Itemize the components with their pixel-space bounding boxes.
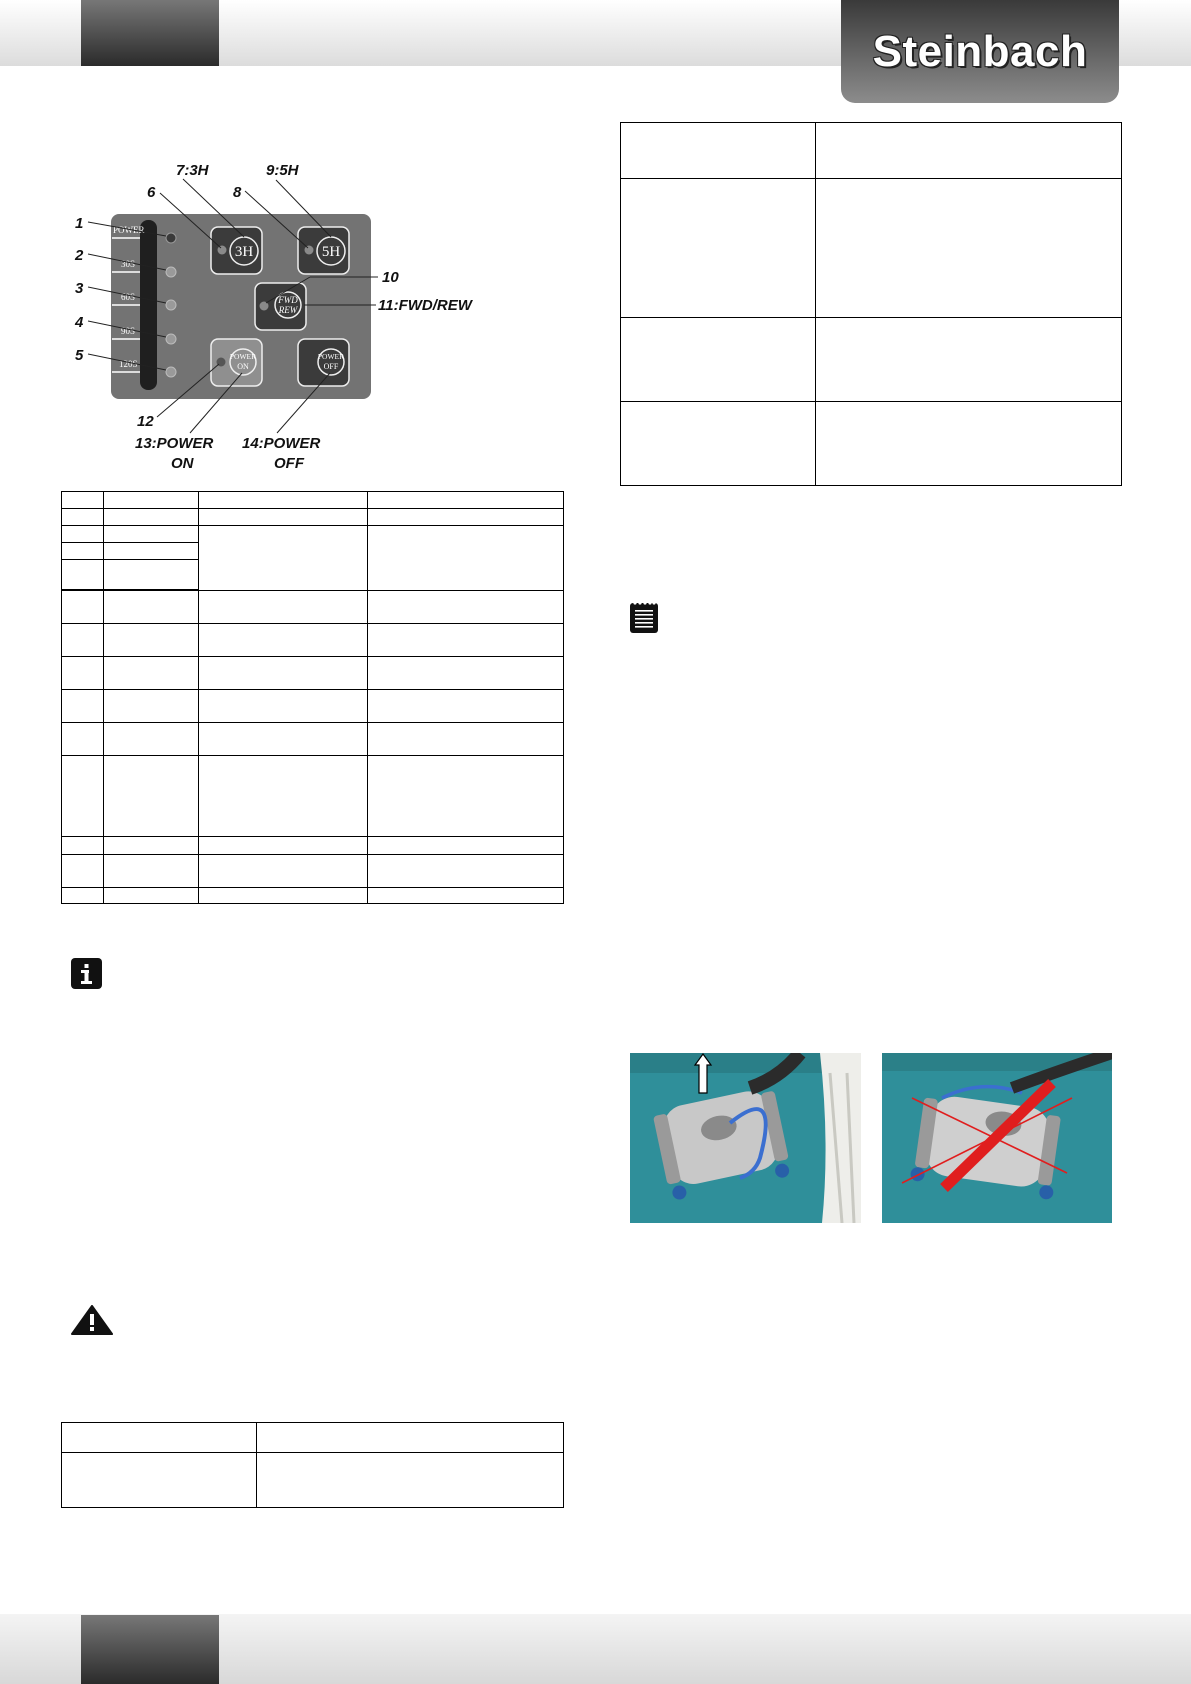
callout-7: 7:3H (176, 162, 209, 179)
led-30s (166, 267, 176, 277)
callout-4: 4 (75, 314, 84, 331)
button-power-off[interactable] (298, 339, 349, 386)
table-row (621, 318, 1122, 402)
callout-10: 10 (382, 269, 399, 286)
table-row (62, 509, 564, 526)
svg-text:30S: 30S (121, 259, 136, 269)
table-row (62, 591, 564, 624)
callout-13-line1: 13:POWER (135, 435, 214, 452)
svg-text:120S: 120S (119, 359, 138, 369)
brand-name: Steinbach (872, 26, 1088, 76)
timer-label-90s (112, 326, 140, 339)
table-row (62, 624, 564, 657)
svg-text:ON: ON (237, 362, 249, 371)
table-row (621, 402, 1122, 486)
callout-9: 9:5H (266, 162, 299, 179)
info-icon (71, 958, 102, 989)
table-row (621, 179, 1122, 318)
svg-text:3H: 3H (234, 244, 254, 260)
spec-table-bottom (61, 1422, 564, 1508)
photo-robot-lift-wrong (882, 1053, 1112, 1223)
warning-icon (71, 1305, 113, 1335)
table-row (62, 1453, 564, 1508)
timer-label-60s (112, 292, 140, 305)
table-row (621, 123, 1122, 179)
svg-text:90S: 90S (121, 326, 136, 336)
callout-3: 3 (75, 280, 84, 297)
led-power (166, 233, 176, 243)
table-row (62, 492, 564, 509)
led-3h (218, 246, 227, 255)
callout-1: 1 (75, 215, 84, 232)
table-row (62, 526, 564, 543)
photo-robot-lift-correct (630, 1053, 861, 1223)
svg-text:POWER: POWER (229, 352, 257, 361)
timer-strip (140, 220, 157, 390)
callout-8: 8 (233, 184, 242, 201)
table-row (62, 855, 564, 888)
led-120s (166, 367, 176, 377)
led-90s (166, 334, 176, 344)
callout-5: 5 (75, 347, 84, 364)
callout-14-line1: 14:POWER (242, 435, 321, 452)
callout-2: 2 (75, 247, 84, 264)
callout-12: 12 (137, 413, 154, 430)
table-row (62, 756, 564, 837)
svg-text:60S: 60S (121, 292, 136, 302)
callout-6: 6 (147, 184, 156, 201)
table-row (62, 1423, 564, 1453)
svg-text:POWER: POWER (113, 225, 145, 235)
table-row (62, 690, 564, 723)
timer-label-120s (112, 359, 140, 372)
table-row (62, 837, 564, 855)
timer-label-30s (112, 259, 140, 272)
notepad-icon (630, 600, 658, 633)
table-row (62, 723, 564, 756)
svg-text:POWER: POWER (317, 352, 345, 361)
table-row (62, 657, 564, 690)
svg-text:5H: 5H (321, 244, 341, 260)
function-table (61, 491, 564, 904)
svg-text:OFF: OFF (323, 362, 339, 371)
table-row (62, 888, 564, 904)
svg-text:REW: REW (278, 305, 298, 315)
led-5h (305, 246, 314, 255)
spec-table-right (620, 122, 1122, 486)
callout-13-line2: ON (171, 455, 194, 472)
callout-14-line2: OFF (274, 455, 304, 472)
svg-text:FWD: FWD (278, 295, 298, 305)
callout-11: 11:FWD/REW (378, 297, 472, 314)
led-60s (166, 300, 176, 310)
callout-leaders (88, 179, 378, 433)
